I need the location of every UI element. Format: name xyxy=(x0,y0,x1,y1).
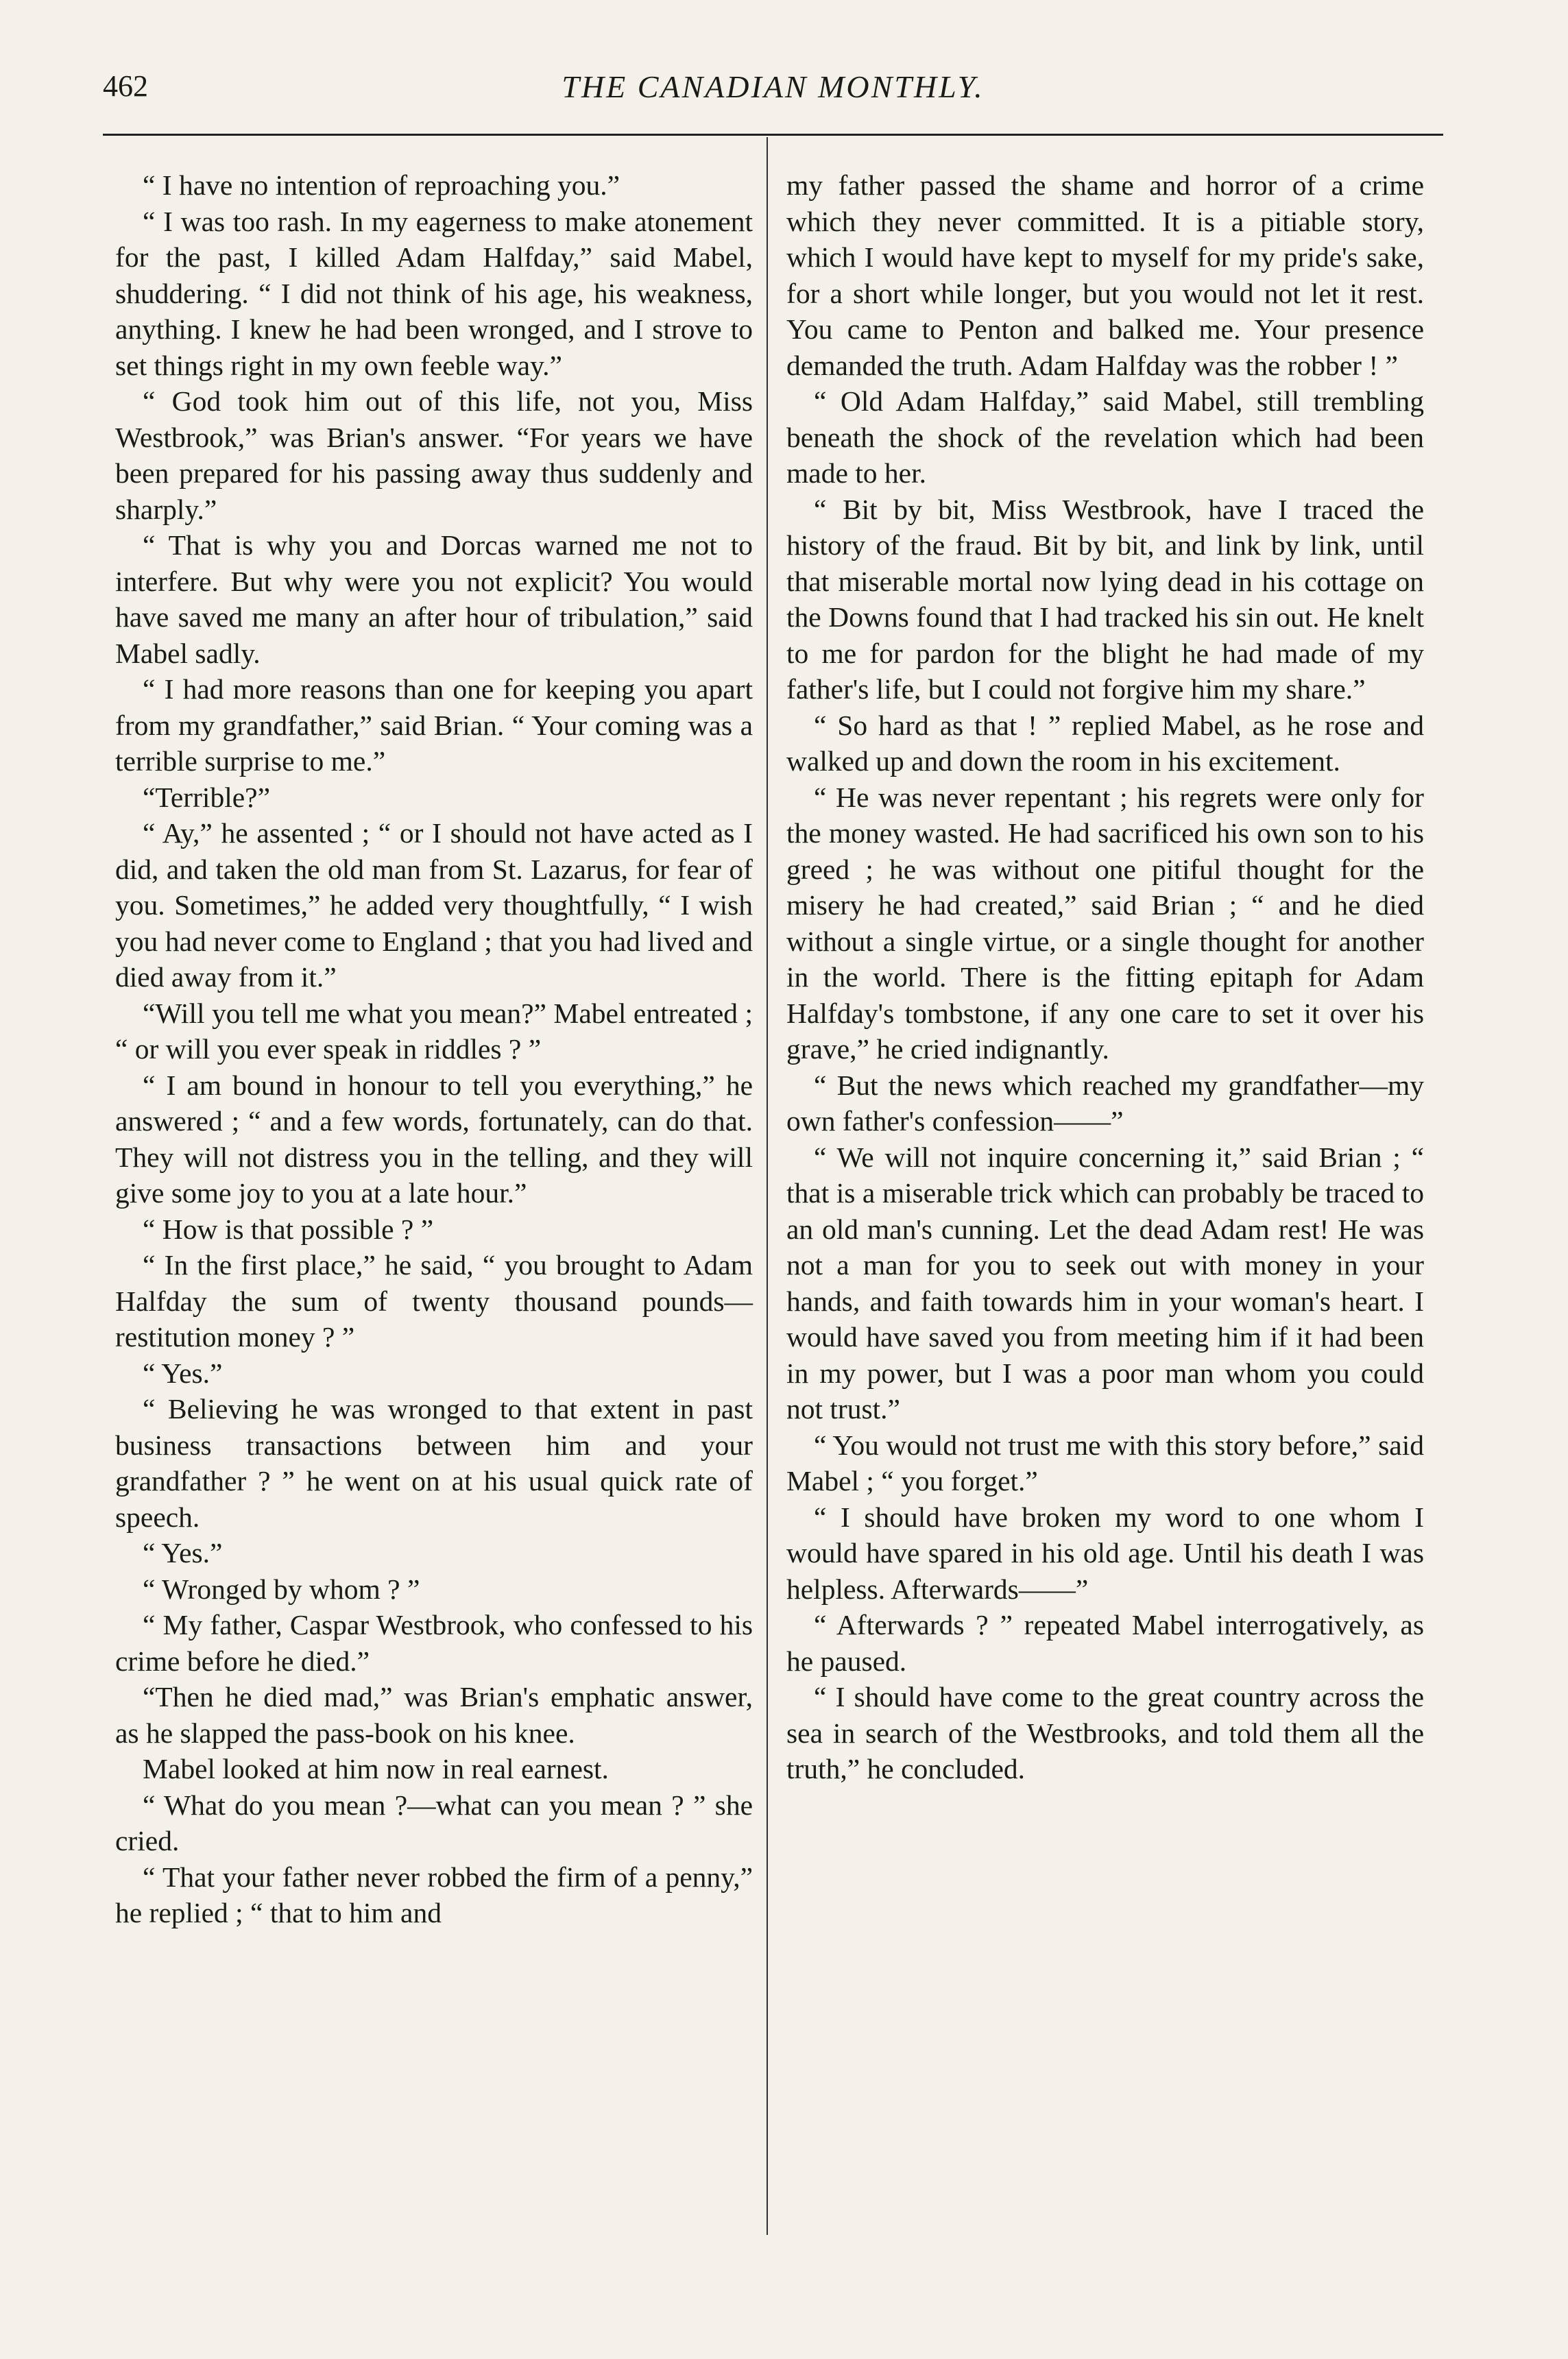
paragraph: “ How is that possible ? ” xyxy=(143,1213,434,1245)
paragraph: Mabel looked at him now in real earnest. xyxy=(143,1753,609,1785)
paragraph: “ Old Adam Halfday,” said Mabel, still trembling beneath the shock of the revelation which had been made to her. xyxy=(786,385,1424,489)
paragraph: “ That is why you and Dorcas warned me not to interfere. But why were you not explicit? You would have saved me many an after hour of tribulation,” said Mabel sadly. xyxy=(115,529,753,669)
paragraph: “ Believing he was wronged to that extent in past business transactions between him and your grandfather ? ” he went on at his usual quick rate of speech. xyxy=(115,1393,753,1533)
paragraph: “ Bit by bit, Miss Westbrook, have I traced the history of the fraud. Bit by bit, and link by link, until that miserable mortal now lying dead in his cottage on the Downs found that I had tracked his sin out. He knelt to me for pardon for the blight he had made of my father's life, but I could not forgive him my share.” xyxy=(786,493,1424,705)
paragraph: “ We will not inquire concerning it,” said Brian ; “ that is a miserable trick which can probably be traced to an old man's cunning. Let the dead Adam rest! He was not a man for you to seek out with money in your hands, and faith towards him in your woman's heart. I would have saved you from meeting him if it had been in my power, but I was a poor man whom you could not trust.” xyxy=(786,1141,1424,1425)
paragraph: “Terrible?” xyxy=(143,781,271,813)
paragraph: “ Wronged by whom ? ” xyxy=(143,1573,420,1605)
paragraph: “ I have no intention of reproaching you.” xyxy=(143,169,620,201)
paragraph: “ In the first place,” he said, “ you brought to Adam Halfday the sum of twenty thousand pounds—restitution money ? ” xyxy=(115,1249,753,1353)
paragraph: “ But the news which reached my grandfather—my own father's confession——” xyxy=(786,1069,1424,1137)
column-divider xyxy=(767,137,768,2235)
paragraph: “ I am bound in honour to tell you everything,” he answered ; “ and a few words, fortunately, can do that. They will not distress you in the telling, and they will give some joy to you at a late hour.” xyxy=(115,1069,753,1209)
paragraph: “ I should have come to the great country across the sea in search of the Westbrooks, and told them all the truth,” he concluded. xyxy=(786,1681,1424,1785)
paragraph: “ I should have broken my word to one whom I would have spared in his old age. Until his death I was helpless. Afterwards——” xyxy=(786,1501,1424,1605)
paragraph: “ Yes.” xyxy=(143,1357,223,1389)
paragraph: “ That your father never robbed the firm of a penny,” he replied ; “ that to him and xyxy=(115,1861,753,1928)
running-title: THE CANADIAN MONTHLY. xyxy=(562,69,985,104)
paragraph: “ He was never repentant ; his regrets were only for the money wasted. He had sacrificed his own son to his greed ; he was without one pitiful thought for the misery he had created,” said Brian ; “ and he died without a single virtue, or a single thought for another in the world. There is the fitting epitaph for Adam Halfday's tombstone, if any one care to set it over his grave,” he cried indignantly. xyxy=(786,781,1424,1065)
paragraph: my father passed the shame and horror of a crime which they never committed. It is a pitiable story, which I would have kept to myself for my pride's sake, for a short while longer, but you would not let it rest. You came to Penton and balked me. Your presence demanded the truth. Adam Halfday was the robber ! ” xyxy=(786,169,1424,381)
paragraph: “ What do you mean ?—what can you mean ? ” she cried. xyxy=(115,1789,753,1856)
paragraph: “ Ay,” he assented ; “ or I should not have acted as I did, and taken the old man from St. Lazarus, for fear of you. Sometimes,” he added very thoughtfully, “ I wish you had never come to England ; that you had lived and died away from it.” xyxy=(115,817,753,993)
right-column xyxy=(786,167,1424,1787)
paragraph: “ You would not trust me with this story before,” said Mabel ; “ you forget.” xyxy=(786,1429,1424,1497)
header-rule xyxy=(103,134,1443,136)
paragraph: “ So hard as that ! ” replied Mabel, as he rose and walked up and down the room in his excitement. xyxy=(786,709,1424,777)
page-number: 462 xyxy=(103,69,148,103)
paragraph: “ Yes.” xyxy=(143,1537,223,1569)
paragraph: “ Afterwards ? ” repeated Mabel interrogatively, as he paused. xyxy=(786,1609,1424,1677)
paragraph: “Will you tell me what you mean?” Mabel entreated ; “ or will you ever speak in riddles ? ” xyxy=(115,997,753,1065)
paragraph: “ I was too rash. In my eagerness to make atonement for the past, I killed Adam Halfday,” said Mabel, shuddering. “ I did not think of his age, his weakness, anything. I knew he had been wronged, and I strove to set things right in my own feeble way.” xyxy=(115,205,753,381)
left-column xyxy=(115,167,753,1931)
paragraph: “Then he died mad,” was Brian's emphatic answer, as he slapped the pass-book on his knee. xyxy=(115,1681,753,1749)
paragraph: “ My father, Caspar Westbrook, who confessed to his crime before he died.” xyxy=(115,1609,753,1677)
paragraph: “ I had more reasons than one for keeping you apart from my grandfather,” said Brian. “ Your coming was a terrible surprise to me.” xyxy=(115,673,753,777)
page-header xyxy=(103,47,1443,129)
paragraph: “ God took him out of this life, not you, Miss Westbrook,” was Brian's answer. “For years we have been prepared for his passing away thus suddenly and sharply.” xyxy=(115,385,753,525)
